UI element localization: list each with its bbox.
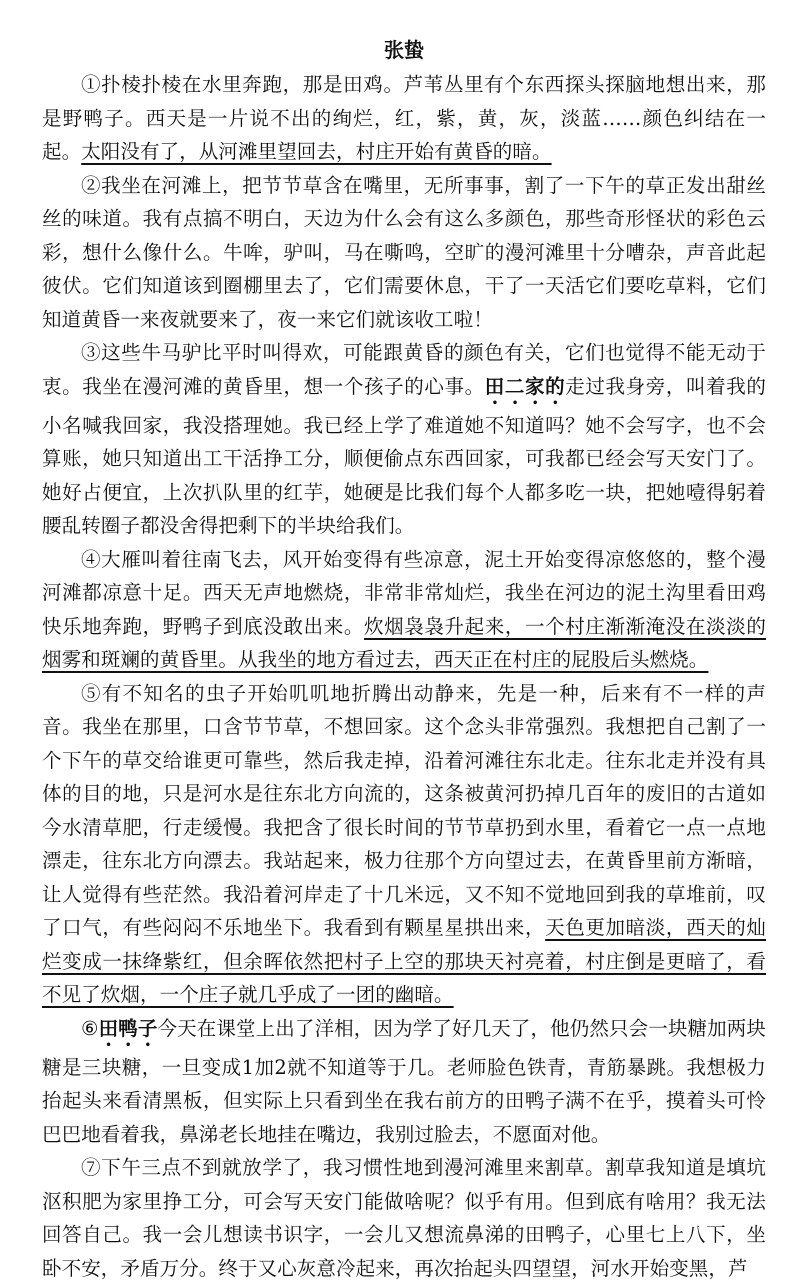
paragraph-6-number: ⑥ (81, 1016, 99, 1040)
paragraph-5-underlined: 天色更加暗淡，西天的灿烂变成一抹绛紫红，但余晖依然把村子上空的那块天衬亮着，村庄倒是更暗了，看不见了炊烟，一个庄子就几乎成了一团的幽暗。 (42, 916, 766, 1006)
paragraph-7 (42, 1151, 766, 1285)
paragraph-1-underlined: 太阳没有了，从河滩里望回去，村庄开始有黄昏的暗。 (81, 140, 552, 163)
paragraph-1-text: ①扑棱扑棱在水里奔跑，那是田鸡。芦苇丛里有个东西探头探脑地想出来，那是野鸭子。西天是一片说不出的绚烂，红，紫，黄，灰，淡蓝……颜色纠结在一起。 (42, 73, 766, 163)
paragraph-3-text-b: 走过我身旁，叫着我的小名喊我回家，我没搭理她。我已经上学了难道她不知道吗？她不会写字，也不会算账，她只知道出工干活挣工分，顺便偷点东西回家，可我都已经会写天安门了。她好占便宜，上次扒队里的红芋，她硬是比我们每个人都多吃一块，把她噎得躬着腰乱转圈子都没舍得把剩下的半块给我们。 (42, 374, 766, 537)
paragraph-3 (42, 336, 766, 543)
paragraph-2-text: ②我坐在河滩上，把节节草含在嘴里，无所事事，割了一下午的草正发出甜丝丝的味道。我有点搞不明白，天边为什么会有这么多颜色，那些奇形怪状的彩色云彩，想什么像什么。牛哞，驴叫，马在嘶鸣，空旷的漫河滩里十分嘈杂，声音此起彼伏。它们知道该到圈棚里去了，它们需要休息，干了一天活它们要吃草料，它们知道黄昏一来夜就要来了，夜一来它们就该收工啦！ (42, 173, 766, 331)
paragraph-3-emphasis: 田二家的 (484, 374, 566, 398)
paragraph-6 (42, 1012, 766, 1152)
paragraph-4-text: ④大雁叫着往南飞去，风开始变得有些凉意，泥土开始变得凉悠悠的，整个漫河滩都凉意十足。西天无声地燃烧，非常非常灿烂，我坐在河边的泥土沟里看田鸡快乐地奔跑，野鸭子到底没敢出来。 (42, 547, 766, 638)
paragraph-4-underlined: 炊烟袅袅升起来，一个村庄渐渐淹没在淡淡的烟雾和斑斓的黄昏里。从我坐的地方看过去，西天正在村庄的屁股后头燃烧。 (42, 614, 766, 671)
paragraph-6-text: 今天在课堂上出了洋相，因为学了好几天了，他仍然只会一块糖加两块糖是三块糖，一旦变成1加2就不知道等于几。老师脸色铁青，青筋暴跳。我想极力抬起头来看清黑板，但实际上只看到坐在我右前方的田鸭子满不在乎，摸着头可怜巴巴地看着我，鼻涕老长地挂在嘴边，我别过脸去，不愿面对他。 (42, 1016, 766, 1146)
paragraph-5 (42, 677, 766, 1012)
paragraph-4 (42, 543, 766, 677)
paragraph-6-emphasis: 田鸭子 (98, 1016, 158, 1040)
paragraph-5-text: ⑤有不知名的虫子开始叽叽地折腾出动静来，先是一种，后来有不一样的声音。我坐在那里，口含节节草，不想回家。这个念头非常强烈。我想把自己割了一个下午的草交给谁更可靠些，然后我走掉，沿着河滩往东北走。往东北走并没有具体的目的地，只是河水是往东北方向流的，这条被黄河扔掉几百年的废旧的古道如今水清草肥，行走缓慢。我把含了很长时间的节节草扔到水里，看着它一点一点地漂走，往东北方向漂去。我站起来，极力往那个方向望过去，在黄昏里前方渐暗，让人觉得有些茫然。我沿着河岸走了十几米远，又不知不觉地回到我的草堆前，叹了口气，有些闷闷不乐地坐下。我看到有颗星星拱出来， (42, 681, 766, 939)
paragraph-7-text: ⑦下午三点不到就放学了，我习惯性地到漫河滩里来割草。割草我知道是填坑沤积肥为家里挣工分，可会写天安门能做啥呢？似乎有用。但到底有啥用？我无法回答自己。我一会儿想读书识字，一会儿又想流鼻涕的田鸭子，心里七上八下，坐卧不安，矛盾万分。终于又心灰意冷起来，再次抬起头四望望，河水开始变黑，芦 (42, 1156, 766, 1280)
paragraph-1 (42, 68, 766, 169)
paragraph-3-text-a: ③这些牛马驴比平时叫得欢，可能跟黄昏的颜色有关，它们也觉得不能无动于衷。我坐在漫河滩的黄昏里，想一个孩子的心事。 (42, 341, 766, 398)
paragraph-2 (42, 169, 766, 337)
document-title: 张蛰 (384, 38, 424, 62)
